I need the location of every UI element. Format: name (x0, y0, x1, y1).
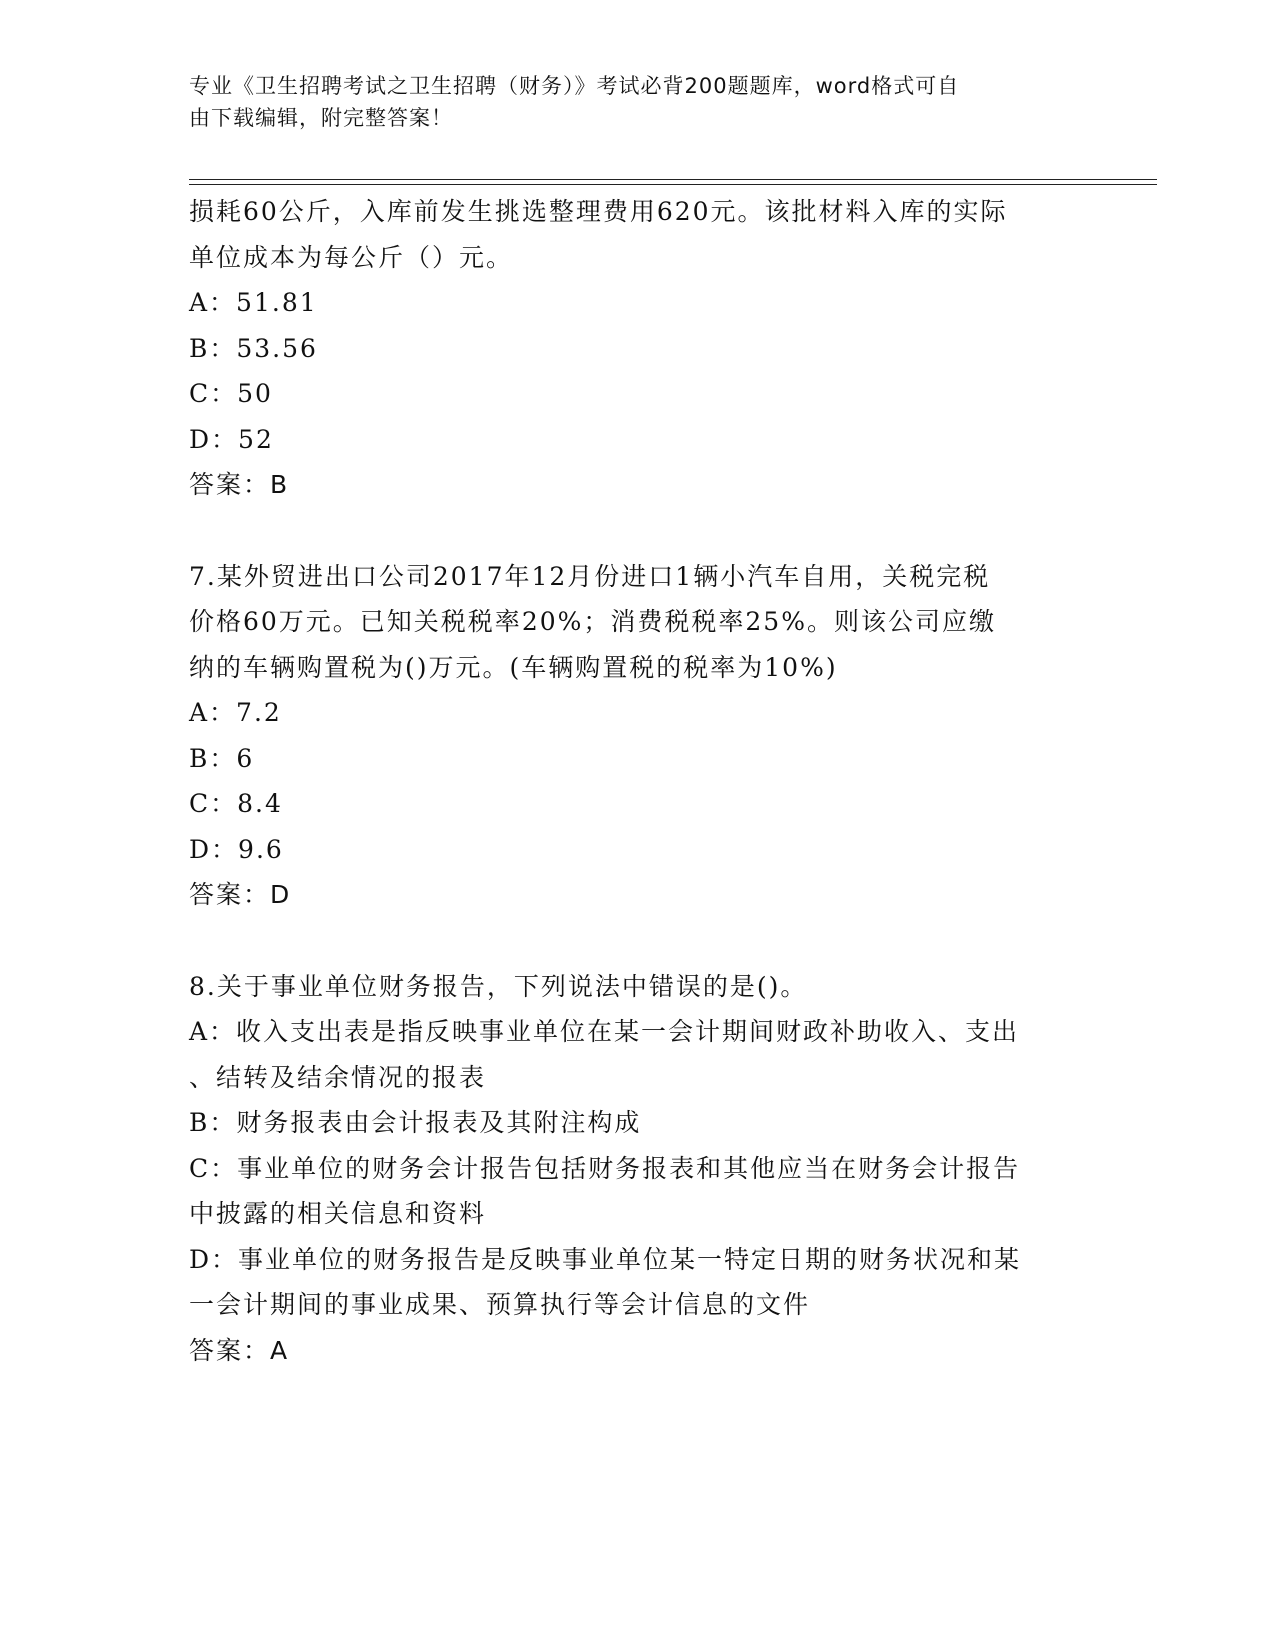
option-d: D：9.6 (189, 834, 284, 864)
question-stem-line: 8.关于事业单位财务报告，下列说法中错误的是()。 (189, 971, 808, 1001)
option-b: B：6 (189, 743, 255, 773)
question-block (189, 964, 1089, 1374)
header-divider-top (189, 179, 1157, 180)
spacer (189, 918, 1089, 964)
option-b: B：财务报表由会计报表及其附注构成 (189, 1108, 642, 1137)
document-header (189, 70, 1069, 134)
option-d: D：52 (189, 424, 274, 454)
question-block (189, 554, 1089, 918)
option-b: B：53.56 (189, 333, 318, 363)
option-c-line-1: C：事业单位的财务会计报告包括财务报表和其他应当在财务会计报告 (189, 1153, 1021, 1183)
option-c: C：50 (189, 379, 273, 408)
header-title-line-1: 专业《卫生招聘考试之卫生招聘（财务）》考试必背200题题库，word格式可自 (189, 74, 960, 98)
option-d-line-2: 一会计期间的事业成果、预算执行等会计信息的文件 (189, 1290, 811, 1319)
question-stem-line: 损耗60公斤，入库前发生挑选整理费用620元。该批材料入库的实际 (189, 197, 1008, 226)
question-stem-line: 纳的车辆购置税为()万元。(车辆购置税的税率为10%) (189, 652, 838, 682)
question-stem-line: 价格60万元。已知关税税率20%；消费税税率25%。则该公司应缴 (189, 607, 996, 636)
question-block (189, 189, 1089, 508)
spacer (189, 508, 1089, 554)
option-a-line-2: 、结转及结余情况的报表 (189, 1062, 487, 1092)
option-a-line-1: A：收入支出表是指反映事业单位在某一会计期间财政补助收入、支出 (189, 1017, 1020, 1046)
answer-line: 答案：B (189, 470, 290, 499)
question-stem-line: 单位成本为每公斤（）元。 (189, 242, 514, 272)
option-c: C：8.4 (189, 789, 283, 818)
option-a: A：7.2 (189, 698, 282, 727)
option-a: A：51.81 (189, 288, 318, 317)
question-list (189, 189, 1089, 1373)
option-d-line-1: D：事业单位的财务报告是反映事业单位某一特定日期的财务状况和某 (189, 1244, 1022, 1274)
question-stem-line: 7.某外贸进出口公司2017年12月份进口1辆小汽车自用，关税完税 (189, 561, 991, 591)
answer-line: 答案：D (189, 880, 292, 909)
header-title-line-2: 由下载编辑，附完整答案！ (189, 106, 453, 130)
answer-line: 答案：A (189, 1335, 290, 1365)
option-c-line-2: 中披露的相关信息和资料 (189, 1199, 487, 1228)
header-divider-bottom (189, 184, 1157, 185)
